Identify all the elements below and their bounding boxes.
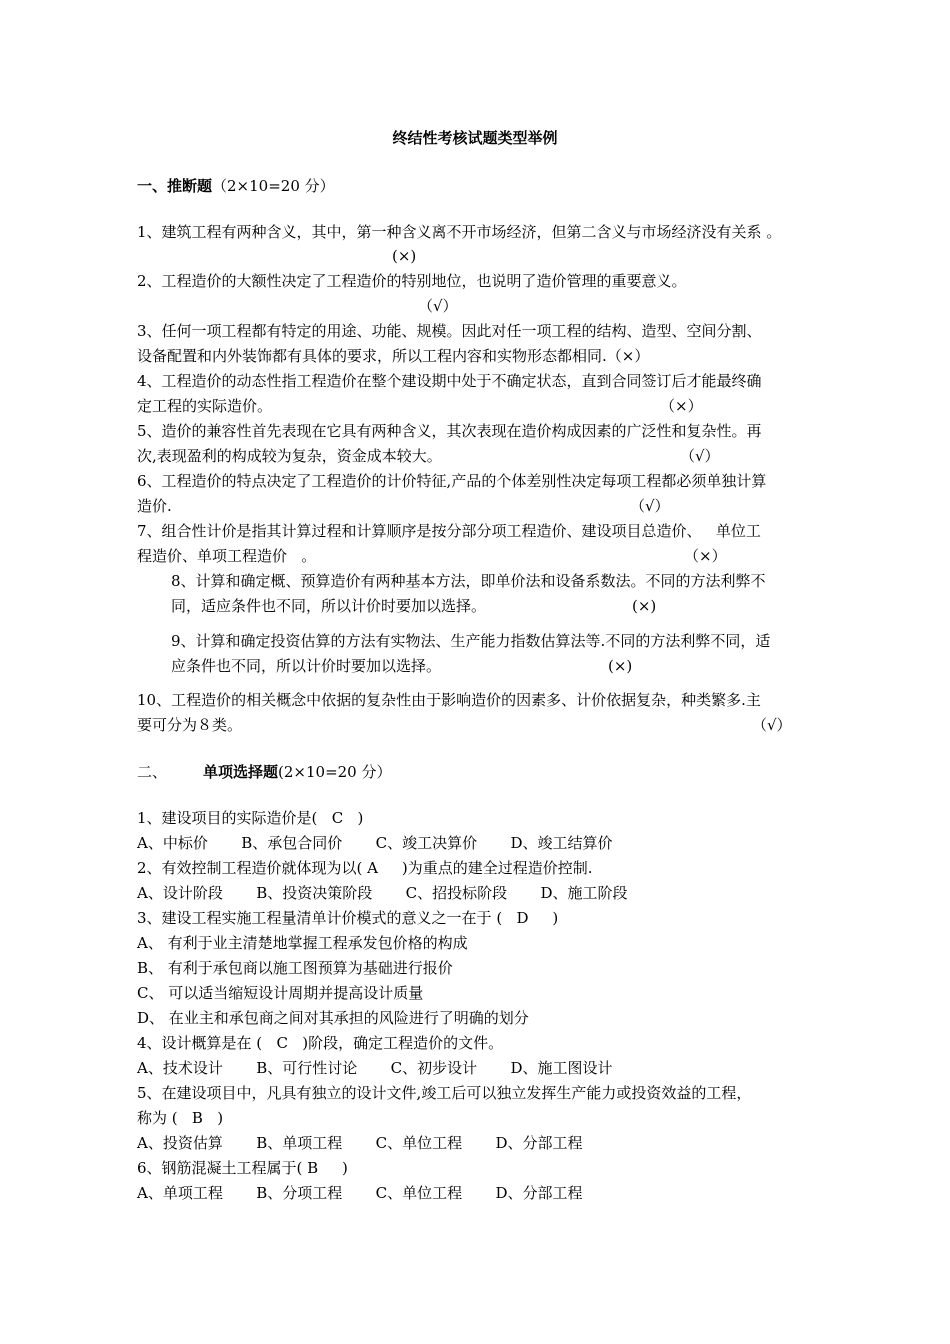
q5-line1: 5、造价的兼容性首先表现在它具有两种含义，其次表现在造价构成因素的广泛性和复杂性。再 <box>137 422 762 440</box>
q8-answer: (×) <box>632 597 657 615</box>
mc3-option-c: C、 可以适当缩短设计周期并提高设计质量 <box>137 984 424 1002</box>
mc3-option-d: D、 在业主和承包商之间对其承担的风险进行了明确的划分 <box>137 1009 529 1027</box>
section1-heading-line <box>137 176 335 196</box>
q3-line2: 设备配置和内外装饰都有具体的要求，所以工程内容和实物形态都相同.（×） <box>137 347 650 365</box>
q1-line1: 1、建筑工程有两种含义，其中，第一种含义离不开市场经济，但第二含义与市场经济没有关系 。 <box>137 223 782 241</box>
section2-heading: 单项选择题 <box>203 763 279 781</box>
q9-answer: (×) <box>608 657 633 675</box>
mc3-option-a: A、 有利于业主清楚地掌握工程承发包价格的构成 <box>137 934 468 952</box>
mc5-options: A、投资估算 B、单项工程 C、单位工程 D、分部工程 <box>137 1134 583 1152</box>
q6-line2: 造价. <box>137 497 172 515</box>
q6-line1: 6、工程造价的特点决定了工程造价的计价特征,产品的个体差别性决定每项工程都必须单独计算 <box>137 472 767 490</box>
section1-score: （2×10=20 分） <box>212 177 335 195</box>
q8-line1: 8、计算和确定概、预算造价有两种基本方法，即单价法和设备系数法。不同的方法利弊不 <box>171 572 766 590</box>
q6-answer: （√） <box>630 497 670 515</box>
mc6-question: 6、钢筋混凝土工程属于( B ) <box>137 1159 348 1177</box>
mc5-question-line2: 称为 ( B ) <box>137 1109 224 1127</box>
section2-score: (2×10=20 分） <box>278 763 392 781</box>
q4-line2: 定工程的实际造价。 <box>137 397 273 415</box>
mc1-question: 1、建设项目的实际造价是( C ) <box>137 809 364 827</box>
q2-answer: （√） <box>418 297 458 315</box>
q9-line1: 9、计算和确定投资估算的方法有实物法、生产能力指数估算法等.不同的方法利弊不同，适 <box>171 632 771 650</box>
section2-heading-line <box>203 762 392 782</box>
q9-line2: 应条件也不同，所以计价时要加以选择。 <box>171 657 442 675</box>
q5-line2: 次,表现盈利的构成较为复杂，资金成本较大。 <box>137 447 442 465</box>
mc2-question: 2、有效控制工程造价就体现为以( A )为重点的建全过程造价控制. <box>137 859 593 877</box>
q8-line2: 同，适应条件也不同，所以计价时要加以选择。 <box>171 597 487 615</box>
section2-number: 二、 <box>137 763 168 781</box>
q10-answer: （√） <box>752 716 792 734</box>
q10-line1: 10、工程造价的相关概念中依据的复杂性由于影响造价的因素多、计价依据复杂，种类繁多.主 <box>137 691 761 709</box>
mc6-options: A、单项工程 B、分项工程 C、单位工程 D、分部工程 <box>137 1184 583 1202</box>
q7-line1: 7、组合性计价是指其计算过程和计算顺序是按分部分项工程造价、建设项目总造价、 单位工 <box>137 522 761 540</box>
q10-line2: 要可分为８类。 <box>137 716 243 734</box>
mc4-options: A、技术设计 B、可行性讨论 C、初步设计 D、施工图设计 <box>137 1059 613 1077</box>
q1-answer: (×) <box>392 247 417 265</box>
mc1-options: A、中标价 B、承包合同价 C、竣工决算价 D、竣工结算价 <box>137 834 613 852</box>
mc3-option-b: B、 有利于承包商以施工图预算为基础进行报价 <box>137 959 453 977</box>
q5-answer: （√） <box>680 447 720 465</box>
mc2-options: A、设计阶段 B、投资决策阶段 C、招投标阶段 D、施工阶段 <box>137 884 628 902</box>
q4-answer: （×） <box>660 397 703 415</box>
q7-line2: 程造价、单项工程造价 。 <box>137 547 317 565</box>
mc4-question: 4、设计概算是在 ( C )阶段，确定工程造价的文件。 <box>137 1034 504 1052</box>
q7-answer: （×） <box>684 547 727 565</box>
mc3-question: 3、建设工程实施工程量清单计价模式的意义之一在于 ( D ) <box>137 909 559 927</box>
q2-line1: 2、工程造价的大额性决定了工程造价的特别地位，也说明了造价管理的重要意义。 <box>137 272 687 290</box>
q4-line1: 4、工程造价的动态性指工程造价在整个建设期中处于不确定状态，直到合同签订后才能最终确 <box>137 372 762 390</box>
q3-line1: 3、任何一项工程都有特定的用途、功能、规模。因此对任一项工程的结构、造型、空间分割、 <box>137 322 762 340</box>
document-title: 终结性考核试题类型举例 <box>392 129 558 147</box>
section1-heading: 一、推断题 <box>137 177 213 195</box>
mc5-question-line1: 5、在建设项目中，凡具有独立的设计文件,竣工后可以独立发挥生产能力或投资效益的工程， <box>137 1084 752 1102</box>
